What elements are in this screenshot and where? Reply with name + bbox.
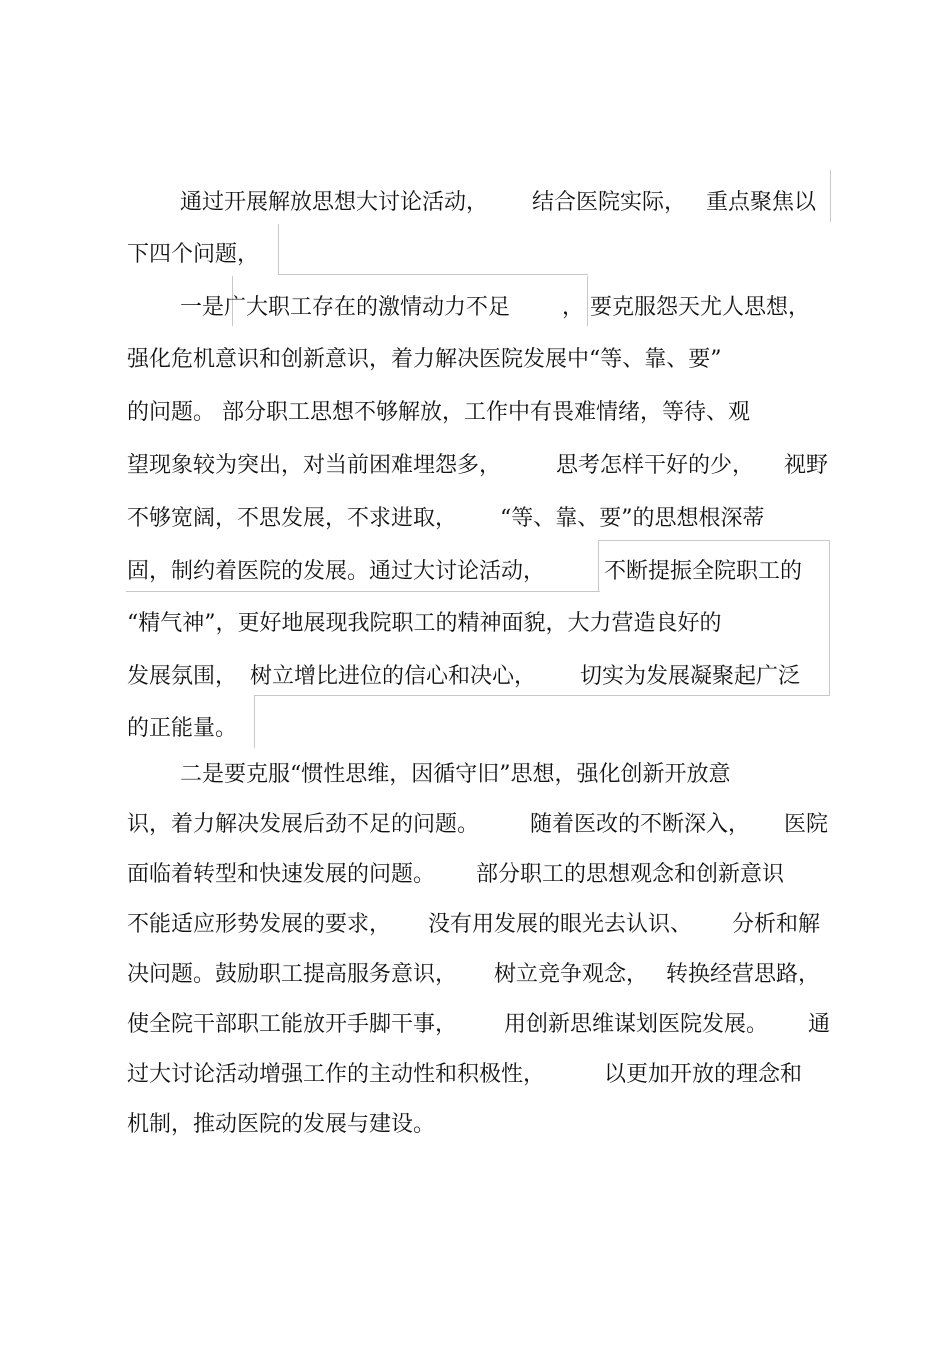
text-line [0, 1010, 831, 1040]
border-line [278, 224, 279, 274]
text-segment: 转换经营思路， [666, 962, 821, 987]
text-segment: 以更加开放的理念和 [604, 1062, 803, 1087]
text-segment: 思考怎样干好的少， [556, 453, 755, 478]
text-segment: 一是广大职工存在的激情动力不足 [180, 295, 511, 320]
text-segment: 部分职工的思想观念和创新意识 [476, 862, 785, 887]
text-segment: 通 [808, 1012, 831, 1037]
text-line [0, 662, 801, 692]
text-line [0, 860, 785, 890]
text-segment: 望现象较为突出，对当前困难埋怨多， [127, 453, 502, 478]
text-segment: 切实为发展凝聚起广泛 [580, 664, 801, 689]
text-segment: 二是要克服“惯性思维，因循守旧”思想，强化创新开放意 [180, 762, 731, 787]
border-line [278, 274, 588, 275]
border-line [254, 695, 830, 696]
text-line [0, 714, 238, 744]
border-line [587, 276, 588, 326]
text-segment: 重点聚焦以 [706, 190, 817, 215]
text-line [0, 293, 811, 323]
text-segment: 树立增比进位的信心和决心， [250, 664, 537, 689]
text-line [0, 810, 829, 840]
text-segment: 发展氛围， [127, 664, 238, 689]
text-segment: 树立竞争观念， [494, 962, 649, 987]
text-segment: 下四个问题， [127, 242, 260, 267]
border-line [254, 696, 255, 748]
text-segment: 的问题。 部分职工思想不够解放，工作中有畏难情绪，等待、观 [127, 400, 750, 425]
text-segment: 要克服怨天尤人思想， [590, 295, 811, 320]
text-segment: 医院 [784, 812, 829, 837]
text-segment: 通过开展解放思想大讨论活动， [180, 190, 489, 215]
text-line [0, 910, 821, 940]
text-line [0, 345, 722, 375]
text-line [0, 760, 731, 790]
text-segment: 视野 [784, 453, 829, 478]
text-segment: 固，制约着医院的发展。通过大讨论活动， [127, 559, 546, 584]
text-line [0, 557, 803, 587]
text-segment: 分析和解 [732, 912, 821, 937]
text-line [0, 1110, 436, 1140]
text-segment: 用创新思维谋划医院发展。 [504, 1012, 769, 1037]
text-segment: 机制，推动医院的发展与建设。 [127, 1112, 436, 1137]
text-segment: 结合医院实际， [532, 190, 687, 215]
text-segment: 面临着转型和快速发展的问题。 [127, 862, 436, 887]
text-line [0, 188, 817, 218]
text-segment: 过大讨论活动增强工作的主动性和积极性， [127, 1062, 546, 1087]
text-segment: 不能适应形势发展的要求， [127, 912, 392, 937]
text-line [0, 504, 765, 534]
text-segment: ， [562, 295, 585, 320]
text-segment: 决问题。鼓励职工提高服务意识， [127, 962, 458, 987]
text-line [0, 240, 260, 270]
text-segment: 强化危机意识和创新意识，着力解决医院发展中“等、靠、要” [127, 347, 722, 372]
text-segment: 使全院干部职工能放开手脚干事， [127, 1012, 458, 1037]
text-segment: 不断提振全院职工的 [604, 559, 803, 584]
text-segment: 随着医改的不断深入， [530, 812, 751, 837]
text-line [0, 960, 821, 990]
border-line [829, 540, 830, 696]
text-line [0, 451, 829, 481]
text-segment: 没有用发展的眼光去认识、 [428, 912, 693, 937]
text-line [0, 398, 750, 428]
text-segment: “等、靠、要”的思想根深蒂 [500, 506, 765, 531]
text-line [0, 609, 722, 639]
text-line [0, 1060, 803, 1090]
text-segment: 识，着力解决发展后劲不足的问题。 [127, 812, 480, 837]
text-segment: 不够宽阔，不思发展，不求进取， [127, 506, 458, 531]
border-line [830, 170, 831, 222]
border-line [126, 591, 600, 592]
border-line [598, 540, 599, 592]
border-line [598, 540, 830, 541]
text-segment: “精气神”，更好地展现我院职工的精神面貌，大力营造良好的 [127, 611, 722, 636]
text-segment: 的正能量。 [127, 716, 238, 741]
